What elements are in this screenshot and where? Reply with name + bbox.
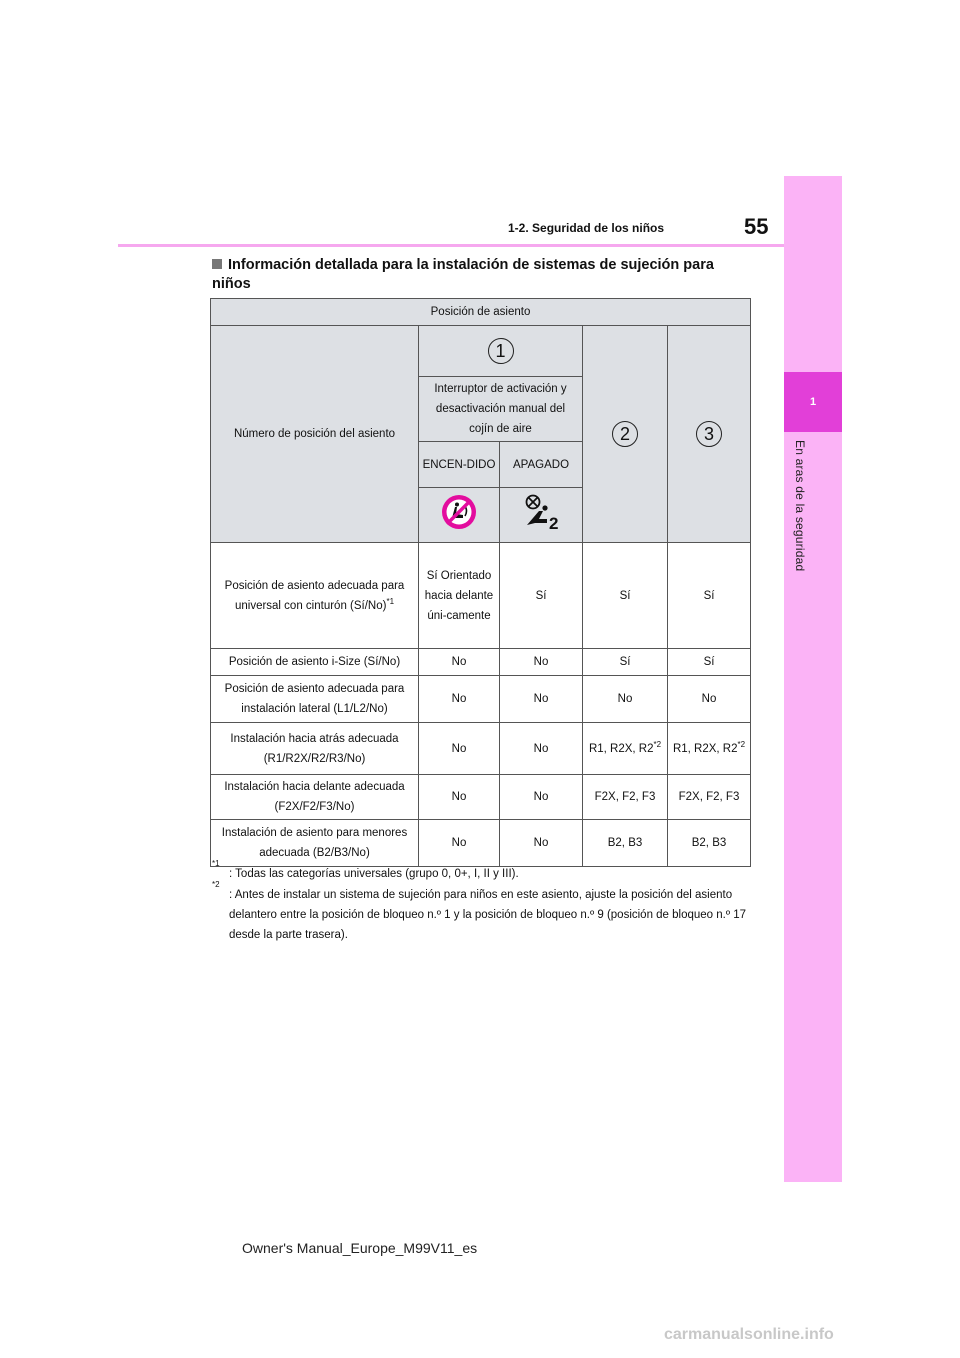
chapter-side-tab [784, 176, 842, 1182]
row-4-label: Instalación hacia atrás adecuada (R1/R2X/R2/R3/No) [211, 723, 419, 775]
row-1-col-1: Sí Orientado hacia delante úni-camente [419, 543, 500, 649]
footnote-1: *1 : Todas las categorías universales (grupo 0, 0+, I, II y III). [212, 864, 752, 884]
airbag-off-icon [521, 493, 561, 531]
seat-number-1: 1 [488, 338, 514, 364]
row-3-col-4: No [668, 676, 751, 723]
row-2-label: Posición de asiento i-Size (Sí/No) [211, 649, 419, 676]
footnote-2-text: : Antes de instalar un sistema de sujeción para niños en este asiento, ajuste la posición del asiento delantero entre la posición de bloqueo n.º 1 y la posición de bloqueo n.º 9 (posición de bloqueo n.º 17 desde la parte trasera). [229, 889, 747, 941]
child-seat-table [210, 298, 751, 867]
row-3-label: Posición de asiento adecuada para instalación lateral (L1/L2/No) [211, 676, 419, 723]
footnote-1-text: : Todas las categorías universales (grupo 0, 0+, I, II y III). [229, 868, 519, 880]
page-number: 55 [744, 214, 769, 239]
chapter-label: En aras de la seguridad [793, 440, 807, 572]
row-2-col-2: No [500, 649, 583, 676]
row-3-col-1: No [419, 676, 500, 723]
row-2-col-3: Sí [583, 649, 668, 676]
seat-number-3: 3 [696, 421, 722, 447]
switch-off-label: APAGADO [500, 442, 583, 488]
heading [212, 256, 752, 294]
row-4-col-3: R1, R2X, R2$^{*2}$ [583, 723, 668, 775]
seat-number-2: 2 [612, 421, 638, 447]
switch-on-label: ENCEN-DIDO [419, 442, 500, 488]
chapter-number: 1 [809, 396, 817, 408]
seat-3-cell [668, 326, 751, 543]
airbag-on-icon [440, 493, 478, 531]
row-1-label: Posición de asiento adecuada para universal con cinturón (Sí/No)$^{*1}$ [211, 543, 419, 649]
row-3-col-2: No [500, 676, 583, 723]
row-5-col-3: F2X, F2, F3 [583, 775, 668, 820]
seat-number-label: Número de posición del asiento [211, 326, 419, 543]
seat-1-cell [419, 326, 583, 377]
row-1-col-3: Sí [583, 543, 668, 649]
svg-text:2: 2 [549, 513, 559, 531]
airbag-on-cell [419, 488, 500, 543]
airbag-off-cell [500, 488, 583, 543]
footnote-ref-1: *1 [386, 596, 395, 606]
chapter-number-tab[interactable] [784, 372, 842, 432]
seat-2-cell [583, 326, 668, 543]
row-1-col-2: Sí [500, 543, 583, 649]
footnote-ref-2: *2 [653, 739, 662, 749]
row-6-label: Instalación de asiento para menores adecuada (B2/B3/No) [211, 820, 419, 867]
row-6-col-3: B2, B3 [583, 820, 668, 867]
row-6-col-4: B2, B3 [668, 820, 751, 867]
row-3-col-3: No [583, 676, 668, 723]
footnote-2: *2 : Antes de instalar un sistema de sujeción para niños en este asiento, ajuste la posición del asiento delantero entre la posición de bloqueo n.º 1 y la posición de bloqueo n.º 9 (posición de bloqueo n.º 17 desde la parte trasera). [212, 885, 752, 945]
row-4-col-2: No [500, 723, 583, 775]
row-5-col-1: No [419, 775, 500, 820]
row-2-col-1: No [419, 649, 500, 676]
row-6-col-1: No [419, 820, 500, 867]
footer-text: Owner's Manual_Europe_M99V11_es [242, 1240, 478, 1256]
row-5-col-4: F2X, F2, F3 [668, 775, 751, 820]
position-header: Posición de asiento [211, 299, 751, 326]
row-6-col-2: No [500, 820, 583, 867]
section-title: 1-2. Seguridad de los niños [508, 221, 665, 235]
heading-text: Información detallada para la instalación de sistemas de sujeción para niños [212, 257, 714, 292]
airbag-switch-label: Interruptor de activación y desactivación manual del cojín de aire [419, 377, 583, 442]
square-bullet-icon [212, 259, 222, 269]
header-divider [118, 244, 784, 247]
row-5-label: Instalación hacia delante adecuada (F2X/F2/F3/No) [211, 775, 419, 820]
row-5-col-2: No [500, 775, 583, 820]
row-2-col-4: Sí [668, 649, 751, 676]
row-4-col-1: No [419, 723, 500, 775]
watermark-text: carmanualsonline.info [664, 1326, 834, 1343]
row-4-col-4: R1, R2X, R2$^{*2}$ [668, 723, 751, 775]
row-1-col-4: Sí [668, 543, 751, 649]
footnote-ref-2b: *2 [737, 739, 746, 749]
